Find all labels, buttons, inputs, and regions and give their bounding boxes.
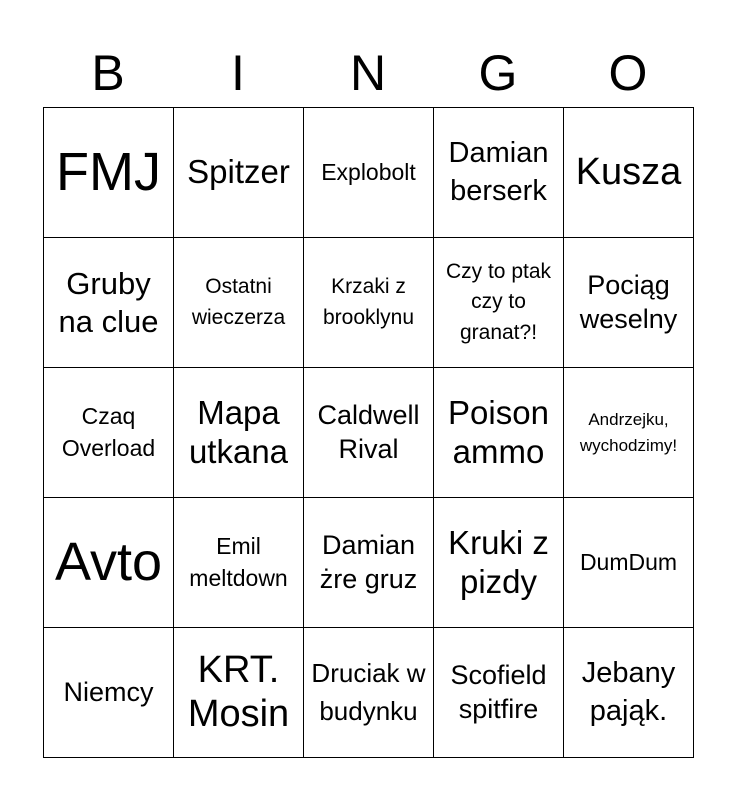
header-letter-o: O — [608, 45, 648, 101]
bingo-cell-r1c3[interactable] — [304, 108, 434, 238]
cell-label: Ostatni wieczerza — [191, 275, 286, 329]
bingo-header — [43, 38, 693, 108]
cell-label: Damian żre gruz — [319, 529, 418, 594]
bingo-cell-r4c5[interactable] — [564, 498, 694, 628]
bingo-cell-r4c2[interactable] — [174, 498, 304, 628]
cell-label: Druciak w budynku — [311, 657, 426, 726]
cell-label: Scofield spitfire — [450, 659, 547, 724]
bingo-cell-r2c5[interactable] — [564, 238, 694, 368]
cell-label: Caldwell Rival — [317, 399, 420, 464]
bingo-cell-r4c4[interactable] — [434, 498, 564, 628]
cell-label: Kruki z pizdy — [448, 523, 549, 600]
cell-label: Czaq Overload — [61, 403, 156, 461]
header-letter-n: N — [349, 45, 387, 101]
cell-label: Czy to ptak czy to granat?! — [445, 259, 552, 344]
cell-label: Jebany pająk. — [581, 656, 676, 727]
header-letter-b: B — [91, 45, 125, 101]
bingo-cell-r2c4[interactable] — [434, 238, 564, 368]
bingo-board — [43, 107, 694, 758]
cell-label: Kusza — [575, 150, 682, 193]
cell-label: Andrzejku, wychodzimy! — [579, 410, 678, 455]
header-letter-g: G — [478, 45, 518, 101]
bingo-cell-r5c1[interactable] — [44, 628, 174, 758]
bingo-cell-r2c3[interactable] — [304, 238, 434, 368]
cell-label: Niemcy — [63, 676, 154, 707]
bingo-cell-r5c2[interactable] — [174, 628, 304, 758]
cell-label: Damian berserk — [448, 136, 549, 207]
cell-label: Krzaki z brooklynu — [322, 275, 415, 329]
bingo-cell-r3c3[interactable] — [304, 368, 434, 498]
bingo-cell-r3c1[interactable] — [44, 368, 174, 498]
header-letter-i: I — [231, 45, 245, 101]
bingo-cell-r3c5[interactable] — [564, 368, 694, 498]
cell-label: Pociąg weselny — [579, 269, 678, 334]
bingo-cell-r3c2[interactable] — [174, 368, 304, 498]
cell-label: Poison ammo — [448, 393, 549, 470]
cell-label: Explobolt — [321, 158, 416, 185]
cell-label: Gruby na clue — [58, 266, 159, 339]
bingo-cell-r2c2[interactable] — [174, 238, 304, 368]
bingo-cell-r5c3[interactable] — [304, 628, 434, 758]
bingo-cell-r5c4[interactable] — [434, 628, 564, 758]
bingo-cell-r4c3[interactable] — [304, 498, 434, 628]
bingo-cell-r5c5[interactable] — [564, 628, 694, 758]
bingo-cell-r1c2[interactable] — [174, 108, 304, 238]
cell-label: Mapa utkana — [188, 393, 289, 470]
bingo-cell-r1c1[interactable] — [44, 108, 174, 238]
cell-label: KRT. Mosin — [187, 648, 290, 735]
bingo-cell-r2c1[interactable] — [44, 238, 174, 368]
cell-label: Emil meltdown — [189, 533, 288, 591]
bingo-cell-r1c4[interactable] — [434, 108, 564, 238]
cell-label: FMJ — [56, 141, 161, 202]
cell-label: DumDum — [579, 548, 678, 575]
bingo-cell-r4c1[interactable] — [44, 498, 174, 628]
bingo-cell-r3c4[interactable] — [434, 368, 564, 498]
cell-label: Spitzer — [187, 153, 290, 191]
bingo-cell-r1c5[interactable] — [564, 108, 694, 238]
cell-label: Avto — [54, 531, 163, 592]
